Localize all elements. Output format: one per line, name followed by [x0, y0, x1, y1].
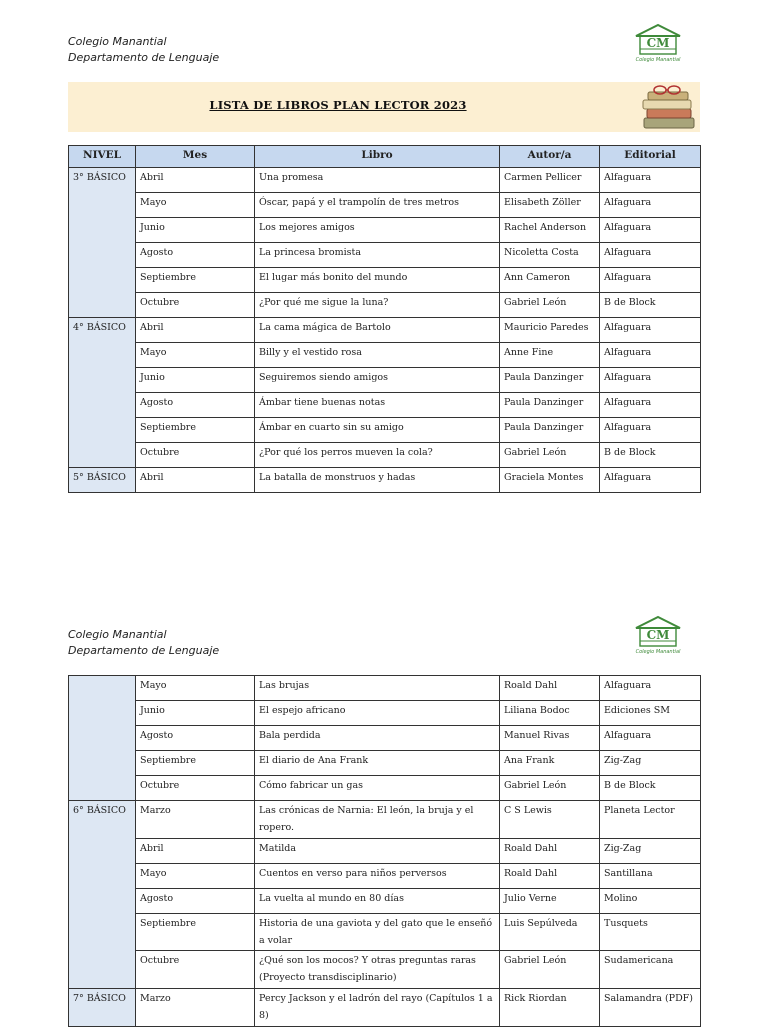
libro-cell: Cómo fabricar un gas: [255, 776, 500, 801]
mes-cell: Octubre: [136, 293, 255, 318]
libro-cell: Las crónicas de Narnia: El león, la bruja y el ropero.: [255, 801, 500, 839]
table-row: [69, 676, 701, 701]
libro-cell: Una promesa: [255, 168, 500, 193]
mes-cell: Mayo: [136, 193, 255, 218]
svg-text:CM: CM: [646, 36, 670, 50]
mes-cell: Junio: [136, 701, 255, 726]
editorial-cell: Alfaguara: [600, 418, 701, 443]
school-logo: [632, 22, 692, 68]
table-row: [69, 218, 701, 243]
table-row: [69, 951, 701, 989]
autor-cell: C S Lewis: [500, 801, 600, 839]
col-header-libro: Libro: [255, 146, 500, 168]
autor-cell: Julio Verne: [500, 889, 600, 914]
mes-cell: Mayo: [136, 864, 255, 889]
mes-cell: Septiembre: [136, 751, 255, 776]
libro-cell: El lugar más bonito del mundo: [255, 268, 500, 293]
mes-cell: Agosto: [136, 726, 255, 751]
editorial-cell: Planeta Lector: [600, 801, 701, 839]
title-band: [68, 82, 700, 132]
table-row: [69, 776, 701, 801]
editorial-cell: Alfaguara: [600, 168, 701, 193]
table-row: [69, 726, 701, 751]
libro-cell: Billy y el vestido rosa: [255, 343, 500, 368]
table-row: [69, 168, 701, 193]
editorial-cell: Zig-Zag: [600, 751, 701, 776]
autor-cell: Nicoletta Costa: [500, 243, 600, 268]
table-header-row: [69, 146, 701, 168]
autor-cell: Paula Danzinger: [500, 393, 600, 418]
editorial-cell: Alfaguara: [600, 468, 701, 493]
mes-cell: Septiembre: [136, 418, 255, 443]
mes-cell: Octubre: [136, 443, 255, 468]
editorial-cell: Molino: [600, 889, 701, 914]
table-row: [69, 393, 701, 418]
school-logo-icon: [632, 22, 684, 66]
mes-cell: Mayo: [136, 676, 255, 701]
libro-cell: Percy Jackson y el ladrón del rayo (Capítulos 1 a 8): [255, 989, 500, 1027]
editorial-cell: Alfaguara: [600, 343, 701, 368]
autor-cell: Mauricio Paredes: [500, 318, 600, 343]
libro-cell: Óscar, papá y el trampolín de tres metros: [255, 193, 500, 218]
editorial-cell: Alfaguara: [600, 368, 701, 393]
school-header: [68, 34, 219, 66]
mes-cell: Octubre: [136, 776, 255, 801]
editorial-cell: Ediciones SM: [600, 701, 701, 726]
editorial-cell: Alfaguara: [600, 268, 701, 293]
libro-cell: Seguiremos siendo amigos: [255, 368, 500, 393]
mes-cell: Junio: [136, 218, 255, 243]
libro-cell: Las brujas: [255, 676, 500, 701]
mes-cell: Agosto: [136, 393, 255, 418]
editorial-cell: B de Block: [600, 443, 701, 468]
table-row: [69, 293, 701, 318]
mes-cell: Mayo: [136, 343, 255, 368]
nivel-cell: 6° BÁSICO: [69, 801, 136, 989]
autor-cell: Ana Frank: [500, 751, 600, 776]
nivel-cell: 5° BÁSICO: [69, 468, 136, 493]
school-header: [68, 627, 219, 659]
libro-cell: La vuelta al mundo en 80 días: [255, 889, 500, 914]
libro-cell: Los mejores amigos: [255, 218, 500, 243]
table-row: [69, 801, 701, 839]
table-row: [69, 751, 701, 776]
mes-cell: Marzo: [136, 801, 255, 839]
autor-cell: Carmen Pellicer: [500, 168, 600, 193]
autor-cell: Elisabeth Zöller: [500, 193, 600, 218]
col-header-mes: Mes: [136, 146, 255, 168]
mes-cell: Agosto: [136, 243, 255, 268]
editorial-cell: Alfaguara: [600, 318, 701, 343]
editorial-cell: B de Block: [600, 776, 701, 801]
department-name: Departamento de Lenguaje: [68, 51, 220, 64]
reading-table-page-1: [68, 145, 701, 493]
table-row: [69, 343, 701, 368]
editorial-cell: Salamandra (PDF): [600, 989, 701, 1027]
nivel-cell: 4° BÁSICO: [69, 318, 136, 468]
autor-cell: Ann Cameron: [500, 268, 600, 293]
autor-cell: Gabriel León: [500, 443, 600, 468]
col-header-nivel: NIVEL: [69, 146, 136, 168]
mes-cell: Abril: [136, 168, 255, 193]
autor-cell: Graciela Montes: [500, 468, 600, 493]
table-row: [69, 418, 701, 443]
mes-cell: Abril: [136, 318, 255, 343]
table-row: [69, 989, 701, 1027]
mes-cell: Marzo: [136, 989, 255, 1027]
autor-cell: Paula Danzinger: [500, 368, 600, 393]
autor-cell: Liliana Bodoc: [500, 701, 600, 726]
svg-text:CM: CM: [646, 628, 670, 642]
editorial-cell: Zig-Zag: [600, 839, 701, 864]
table-row: [69, 318, 701, 343]
editorial-cell: Sudamericana: [600, 951, 701, 989]
libro-cell: El diario de Ana Frank: [255, 751, 500, 776]
col-header-editorial: Editorial: [600, 146, 701, 168]
table-row: [69, 443, 701, 468]
autor-cell: Gabriel León: [500, 951, 600, 989]
autor-cell: Roald Dahl: [500, 676, 600, 701]
autor-cell: Gabriel León: [500, 776, 600, 801]
table-row: [69, 701, 701, 726]
mes-cell: Octubre: [136, 951, 255, 989]
mes-cell: Septiembre: [136, 914, 255, 951]
table-row: [69, 839, 701, 864]
table-row: [69, 889, 701, 914]
table-row: [69, 268, 701, 293]
table-row: [69, 914, 701, 951]
libro-cell: Ámbar en cuarto sin su amigo: [255, 418, 500, 443]
table-row: [69, 193, 701, 218]
svg-text:Colegio Manantial: Colegio Manantial: [635, 649, 681, 655]
autor-cell: Roald Dahl: [500, 839, 600, 864]
libro-cell: ¿Por qué los perros mueven la cola?: [255, 443, 500, 468]
school-logo-icon: [632, 614, 684, 658]
autor-cell: Roald Dahl: [500, 864, 600, 889]
svg-text:Colegio Manantial: Colegio Manantial: [635, 57, 681, 63]
libro-cell: Historia de una gaviota y del gato que le enseñó a volar: [255, 914, 500, 951]
table-row: [69, 368, 701, 393]
libro-cell: Cuentos en verso para niños perversos: [255, 864, 500, 889]
libro-cell: La princesa bromista: [255, 243, 500, 268]
nivel-cell: 3° BÁSICO: [69, 168, 136, 318]
editorial-cell: Alfaguara: [600, 393, 701, 418]
mes-cell: Junio: [136, 368, 255, 393]
autor-cell: Anne Fine: [500, 343, 600, 368]
autor-cell: Manuel Rivas: [500, 726, 600, 751]
editorial-cell: Santillana: [600, 864, 701, 889]
editorial-cell: Alfaguara: [600, 218, 701, 243]
nivel-cell: 7° BÁSICO: [69, 989, 136, 1027]
editorial-cell: Alfaguara: [600, 193, 701, 218]
editorial-cell: B de Block: [600, 293, 701, 318]
autor-cell: Rick Riordan: [500, 989, 600, 1027]
libro-cell: ¿Por qué me sigue la luna?: [255, 293, 500, 318]
mes-cell: Agosto: [136, 889, 255, 914]
mes-cell: Abril: [136, 839, 255, 864]
editorial-cell: Alfaguara: [600, 676, 701, 701]
school-name: Colegio Manantial: [68, 35, 167, 48]
editorial-cell: Alfaguara: [600, 726, 701, 751]
libro-cell: El espejo africano: [255, 701, 500, 726]
autor-cell: Paula Danzinger: [500, 418, 600, 443]
books-stack-icon: [638, 84, 700, 136]
nivel-cell: [69, 676, 136, 801]
table-row: [69, 864, 701, 889]
autor-cell: Gabriel León: [500, 293, 600, 318]
libro-cell: Ámbar tiene buenas notas: [255, 393, 500, 418]
table-row: [69, 243, 701, 268]
libro-cell: Matilda: [255, 839, 500, 864]
page-title: LISTA DE LIBROS PLAN LECTOR 2023: [209, 98, 467, 112]
libro-cell: Bala perdida: [255, 726, 500, 751]
col-header-autor: Autor/a: [500, 146, 600, 168]
libro-cell: La cama mágica de Bartolo: [255, 318, 500, 343]
libro-cell: La batalla de monstruos y hadas: [255, 468, 500, 493]
school-name: Colegio Manantial: [68, 628, 167, 641]
autor-cell: Rachel Anderson: [500, 218, 600, 243]
school-logo: [632, 614, 692, 660]
mes-cell: Abril: [136, 468, 255, 493]
editorial-cell: Alfaguara: [600, 243, 701, 268]
reading-table-page-2: [68, 675, 701, 1027]
editorial-cell: Tusquets: [600, 914, 701, 951]
table-row: [69, 468, 701, 493]
libro-cell: ¿Qué son los mocos? Y otras preguntas raras (Proyecto transdisciplinario): [255, 951, 500, 989]
department-name: Departamento de Lenguaje: [68, 644, 220, 657]
autor-cell: Luis Sepúlveda: [500, 914, 600, 951]
mes-cell: Septiembre: [136, 268, 255, 293]
